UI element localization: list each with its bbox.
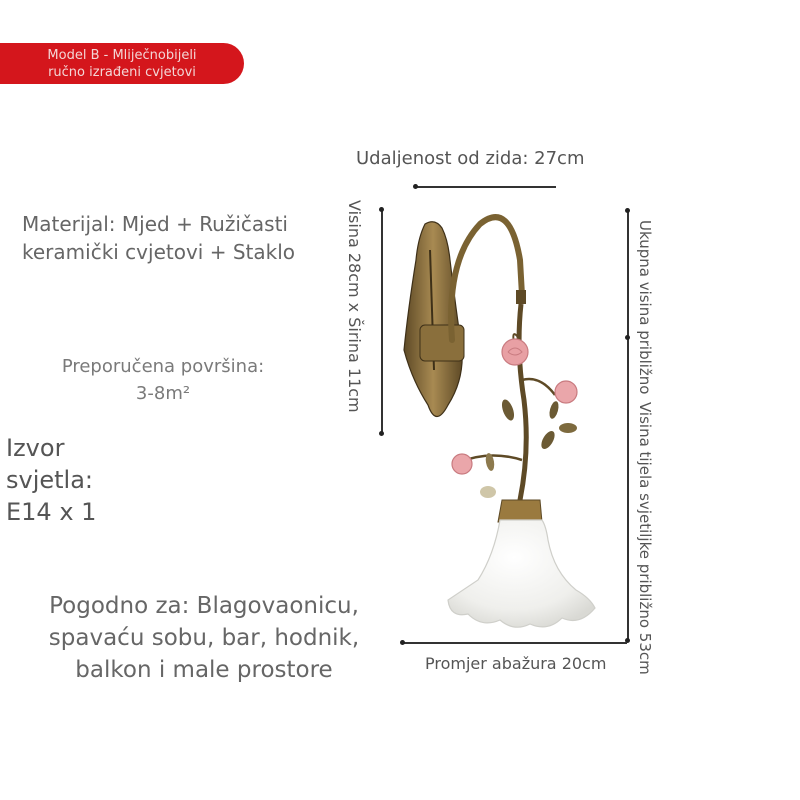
area-line-2: 3-8m² (135, 383, 191, 404)
wall-distance-label: Udaljenost od zida: 27cm (356, 148, 585, 169)
body-height-label (634, 402, 656, 675)
leaf (548, 400, 560, 419)
wall-lamp-illustration (390, 200, 610, 640)
backplate-dot-bottom (379, 431, 384, 436)
backplate-dot-top (379, 207, 384, 212)
material-line-2: keramički cvjetovi + Staklo (22, 240, 295, 264)
backplate-height-line (381, 210, 383, 434)
light-line-2: svjetla: (6, 466, 94, 494)
rose (452, 454, 472, 474)
wall-distance-line (416, 186, 556, 188)
material-line-1: Materijal: Mjed + Ružičasti (22, 212, 288, 236)
area-label (38, 353, 288, 407)
shade-dot-left (400, 640, 405, 645)
suitable-line-2: spavaću sobu, bar, hodnik, (48, 625, 360, 651)
body-height-line-1: Visina tijela svjetiljke (636, 402, 654, 559)
shade-cap (498, 500, 542, 522)
leaf (539, 429, 558, 451)
total-height-line-1: Ukupna visina (636, 220, 654, 326)
total-height-line-2: približno (636, 330, 654, 395)
height-dimension-line (627, 211, 629, 641)
model-badge (0, 43, 244, 84)
rose (555, 381, 577, 403)
light-line-1: Izvor (6, 434, 65, 462)
material-label (22, 210, 295, 266)
suitable-line-1: Pogodno za: Blagovaonicu, (49, 593, 359, 619)
suitable-for-label (24, 590, 384, 686)
suitable-line-3: balkon i male prostore (75, 657, 333, 683)
leaf (480, 486, 496, 498)
shade-diameter-label: Promjer abažura 20cm (425, 654, 607, 673)
area-line-1: Preporučena površina: (61, 356, 265, 377)
lamp-arm (451, 217, 522, 340)
body-height-line-2: približno 53cm (636, 563, 654, 675)
leaf (500, 398, 517, 422)
light-source-label (6, 432, 96, 528)
badge-line-2: ručno izrađeni cvjetovi (48, 64, 196, 80)
leaf (559, 423, 577, 433)
rose (502, 339, 528, 365)
light-line-3: E14 x 1 (6, 498, 97, 526)
height-dot-top (625, 208, 630, 213)
height-dot-middle (625, 335, 630, 340)
badge-line-1: Model B - Mliječnobijeli (47, 47, 197, 63)
lamp-stem (519, 304, 526, 500)
shade-diameter-line (403, 642, 627, 644)
wall-distance-dot-left (413, 184, 418, 189)
backplate-size-label: Visina 28cm x Širina 11cm (345, 200, 364, 413)
arm-mount (420, 325, 464, 361)
total-height-label (634, 220, 656, 395)
glass-shade (448, 520, 595, 627)
